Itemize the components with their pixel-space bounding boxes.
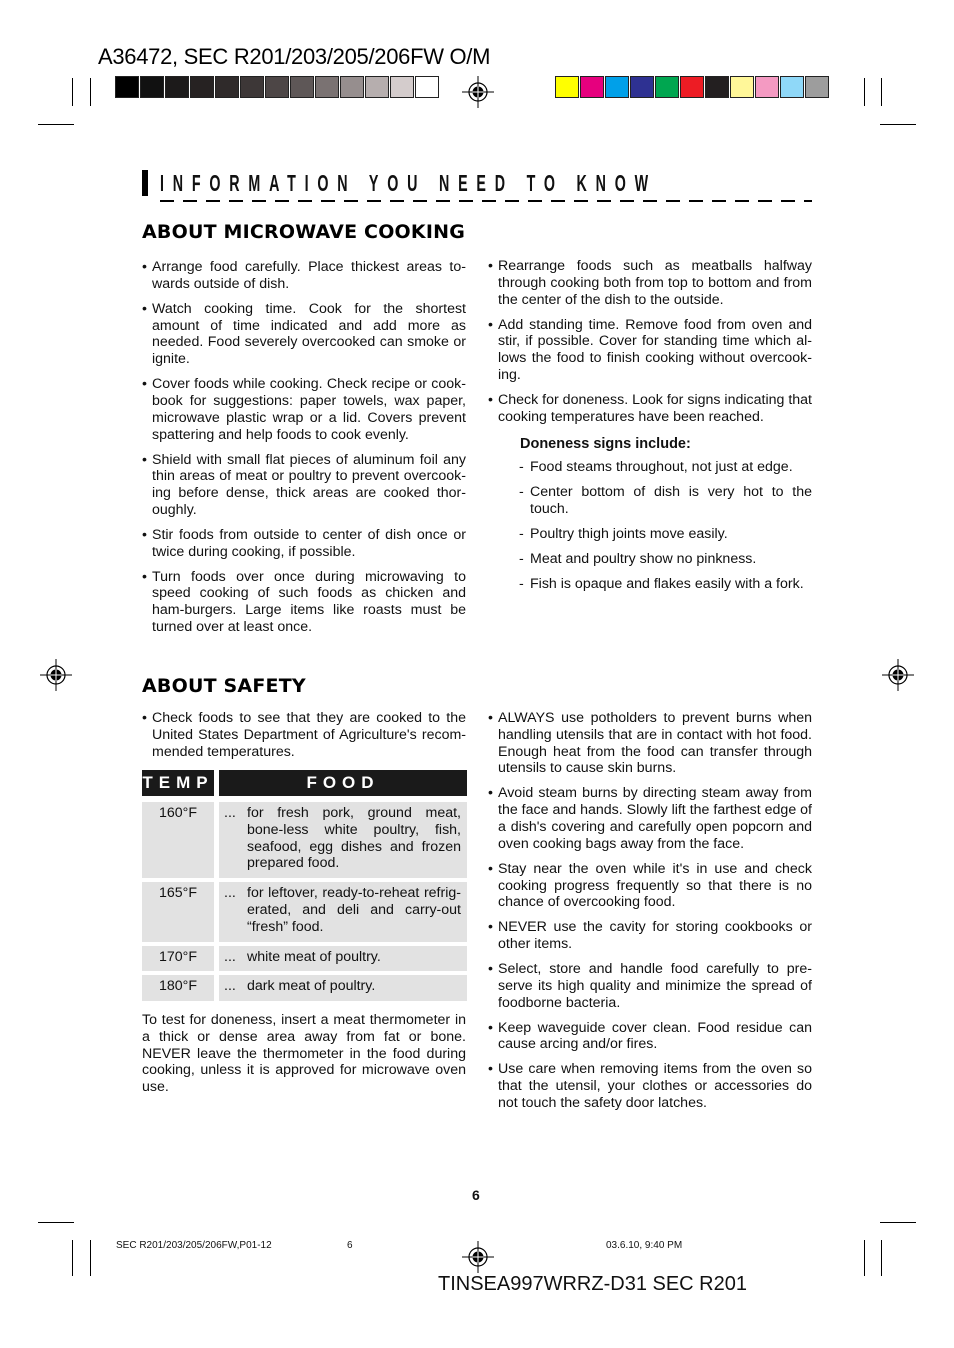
- footer-file-name: SEC R201/203/205/206FW,P01-12: [116, 1240, 272, 1251]
- leader-dots: ...: [224, 948, 236, 965]
- list-item: • Turn foods over once during microwaving to speed cooking of such foods as chicken and ham-burgers. Large items like roasts must be turned over at least once.: [142, 569, 466, 636]
- doneness-item: - Meat and poultry show no pinkness.: [519, 551, 812, 568]
- safety-section-heading: ABOUT SAFETY: [142, 675, 306, 697]
- registration-mark-icon: [882, 659, 914, 691]
- table-row: [142, 882, 467, 941]
- list-item: • Stir foods from outside to center of dish once or twice during cooking, if possible.: [142, 527, 466, 561]
- doneness-item: - Center bottom of dish is very hot to the touch.: [519, 484, 812, 518]
- list-item: • Watch cooking time. Cook for the shortest amount of time indicated and add more as needed. Food severely overcooked can smoke or ignite.: [142, 301, 466, 368]
- crop-mark: [72, 78, 73, 106]
- list-item: • Shield with small flat pieces of aluminum foil any thin areas of meat or poultry to prevent overcook-ing before dense, thick areas are cooked thor-oughly.: [142, 452, 466, 519]
- bottom-document-code: TINSEA997WRRZ-D31 SEC R201: [438, 1273, 747, 1295]
- table-row: [142, 946, 467, 972]
- gray-swatch: [240, 76, 264, 98]
- gray-swatch: [215, 76, 239, 98]
- crop-mark: [90, 78, 91, 106]
- food-column-header: FOOD: [219, 770, 467, 796]
- list-item: • Check for doneness. Look for signs indicating that cooking temperatures have been reached.: [488, 392, 812, 426]
- list-item: • Rearrange foods such as meatballs halfway through cooking both from top to bottom and from the center of the dish to the outside.: [488, 258, 812, 308]
- footer-page: 6: [347, 1240, 353, 1251]
- safety-tips-list: [488, 710, 812, 1112]
- cooking-tips-list: [488, 258, 812, 426]
- gray-swatch: [265, 76, 289, 98]
- crop-mark: [881, 1240, 882, 1276]
- doneness-heading: Doneness signs include:: [520, 435, 691, 452]
- list-item: • Select, store and handle food carefully to pre-serve its high quality and minimize the spread of foodborne bacteria.: [488, 961, 812, 1011]
- grayscale-color-bar: [115, 76, 440, 98]
- leader-dots: ...: [224, 805, 236, 821]
- crop-mark: [880, 124, 916, 125]
- gray-swatch: [315, 76, 339, 98]
- cooking-left-column: [142, 259, 466, 644]
- list-item: • Keep waveguide cover clean. Food residue can cause arcing and/or fires.: [488, 1020, 812, 1054]
- page-title: [142, 170, 954, 196]
- crop-mark: [90, 1240, 91, 1276]
- gray-swatch: [290, 76, 314, 98]
- list-item: • NEVER use the cavity for storing cookbooks or other items.: [488, 919, 812, 953]
- safety-left-column: [142, 710, 466, 769]
- list-item: • Cover foods while cooking. Check recipe or cook-book for suggestions: paper towels, wax paper, microwave plastic wrap or a lid. Covers prevent spattering and help foods to cook evenly.: [142, 376, 466, 443]
- thermometer-note: To test for doneness, insert a meat thermometer in a thick or dense area away from fat or bone. NEVER leave the thermometer in the food during cooking, unless it is approved for microwave oven use.: [142, 1012, 466, 1096]
- color-swatch: [805, 76, 829, 98]
- table-row: [142, 975, 467, 1001]
- registration-mark-icon: [40, 659, 72, 691]
- gray-swatch: [365, 76, 389, 98]
- crop-mark: [881, 78, 882, 106]
- color-swatch: [730, 76, 754, 98]
- color-swatch: [630, 76, 654, 98]
- page-number: 6: [472, 1187, 480, 1203]
- cooking-tips-list: [142, 259, 466, 636]
- crop-mark: [864, 78, 865, 106]
- doneness-item: - Food steams throughout, not just at edge.: [519, 459, 812, 476]
- temp-column-header: TEMP: [142, 770, 214, 796]
- table-header: [142, 770, 467, 796]
- temperature-table: [142, 770, 467, 1005]
- temp-cell: 170°F: [142, 946, 219, 972]
- crop-mark: [880, 1222, 916, 1223]
- list-item: • ALWAYS use potholders to prevent burns when handling utensils that are in contact with hot food. Enough heat from the food can transfer through utensils to cause skin burns.: [488, 710, 812, 777]
- temp-cell: 180°F: [142, 975, 219, 1001]
- color-calibration-bar: [555, 76, 830, 98]
- temp-cell: 165°F: [142, 882, 219, 941]
- page-title-text: INFORMATION YOU NEED TO KNOW: [160, 170, 657, 196]
- doneness-item: - Fish is opaque and flakes easily with a fork.: [519, 576, 812, 593]
- list-item: • Stay near the oven while it's in use and check cooking progress frequently so that there is no chance of overcooking food.: [488, 861, 812, 911]
- cooking-right-column: [488, 258, 812, 601]
- color-swatch: [755, 76, 779, 98]
- gray-swatch: [415, 76, 439, 98]
- food-cell: for fresh pork, ground meat, bone-less white poultry, fish, seafood, egg dishes and frozen prepared food.: [247, 805, 461, 872]
- food-cell: for leftover, ready-to-reheat refrig-erated, and deli and carry-out “fresh” food.: [247, 885, 461, 935]
- list-item: • Use care when removing items from the oven so that the utensil, your clothes or accessories do not touch the safety door latches.: [488, 1061, 812, 1111]
- cooking-section-heading: ABOUT MICROWAVE COOKING: [142, 221, 465, 243]
- table-row: [142, 802, 467, 878]
- list-item: • Add standing time. Remove food from oven and stir, if possible. Cover for standing time which al-lows the food to finish cooking without overcook-ing.: [488, 317, 812, 384]
- color-swatch: [780, 76, 804, 98]
- color-swatch: [555, 76, 579, 98]
- list-item: • Avoid steam burns by directing steam away from the face and hands. Slowly lift the farthest edge of a dish's covering and carefully open popcorn and oven cooking bags away from the face.: [488, 785, 812, 852]
- gray-swatch: [140, 76, 164, 98]
- footer-timestamp: 03.6.10, 9:40 PM: [606, 1240, 683, 1251]
- list-item: • Arrange food carefully. Place thickest areas to-wards outside of dish.: [142, 259, 466, 293]
- crop-mark: [72, 1240, 73, 1276]
- leader-dots: ...: [224, 885, 236, 902]
- gray-swatch: [390, 76, 414, 98]
- gray-swatch: [115, 76, 139, 98]
- food-cell: dark meat of poultry.: [247, 978, 376, 995]
- doneness-signs-list: [488, 459, 812, 593]
- color-swatch: [680, 76, 704, 98]
- leader-dots: ...: [224, 978, 236, 995]
- registration-mark-icon: [462, 1241, 494, 1273]
- registration-mark-icon: [462, 76, 494, 108]
- crop-mark: [38, 1222, 74, 1223]
- title-bar-decoration: [142, 170, 148, 196]
- list-item: • Check foods to see that they are cooked to the United States Department of Agriculture's recom-mended temperatures.: [142, 710, 466, 760]
- crop-mark: [38, 124, 74, 125]
- food-cell: white meat of poultry.: [247, 948, 381, 965]
- color-swatch: [655, 76, 679, 98]
- gray-swatch: [340, 76, 364, 98]
- gray-swatch: [190, 76, 214, 98]
- title-dashed-rule: [160, 200, 812, 202]
- safety-right-column: [488, 710, 812, 1120]
- color-swatch: [605, 76, 629, 98]
- document-code: A36472, SEC R201/203/205/206FW O/M: [98, 44, 491, 69]
- color-swatch: [705, 76, 729, 98]
- gray-swatch: [165, 76, 189, 98]
- doneness-item: - Poultry thigh joints move easily.: [519, 526, 812, 543]
- color-swatch: [580, 76, 604, 98]
- temp-cell: 160°F: [142, 802, 219, 878]
- crop-mark: [864, 1240, 865, 1276]
